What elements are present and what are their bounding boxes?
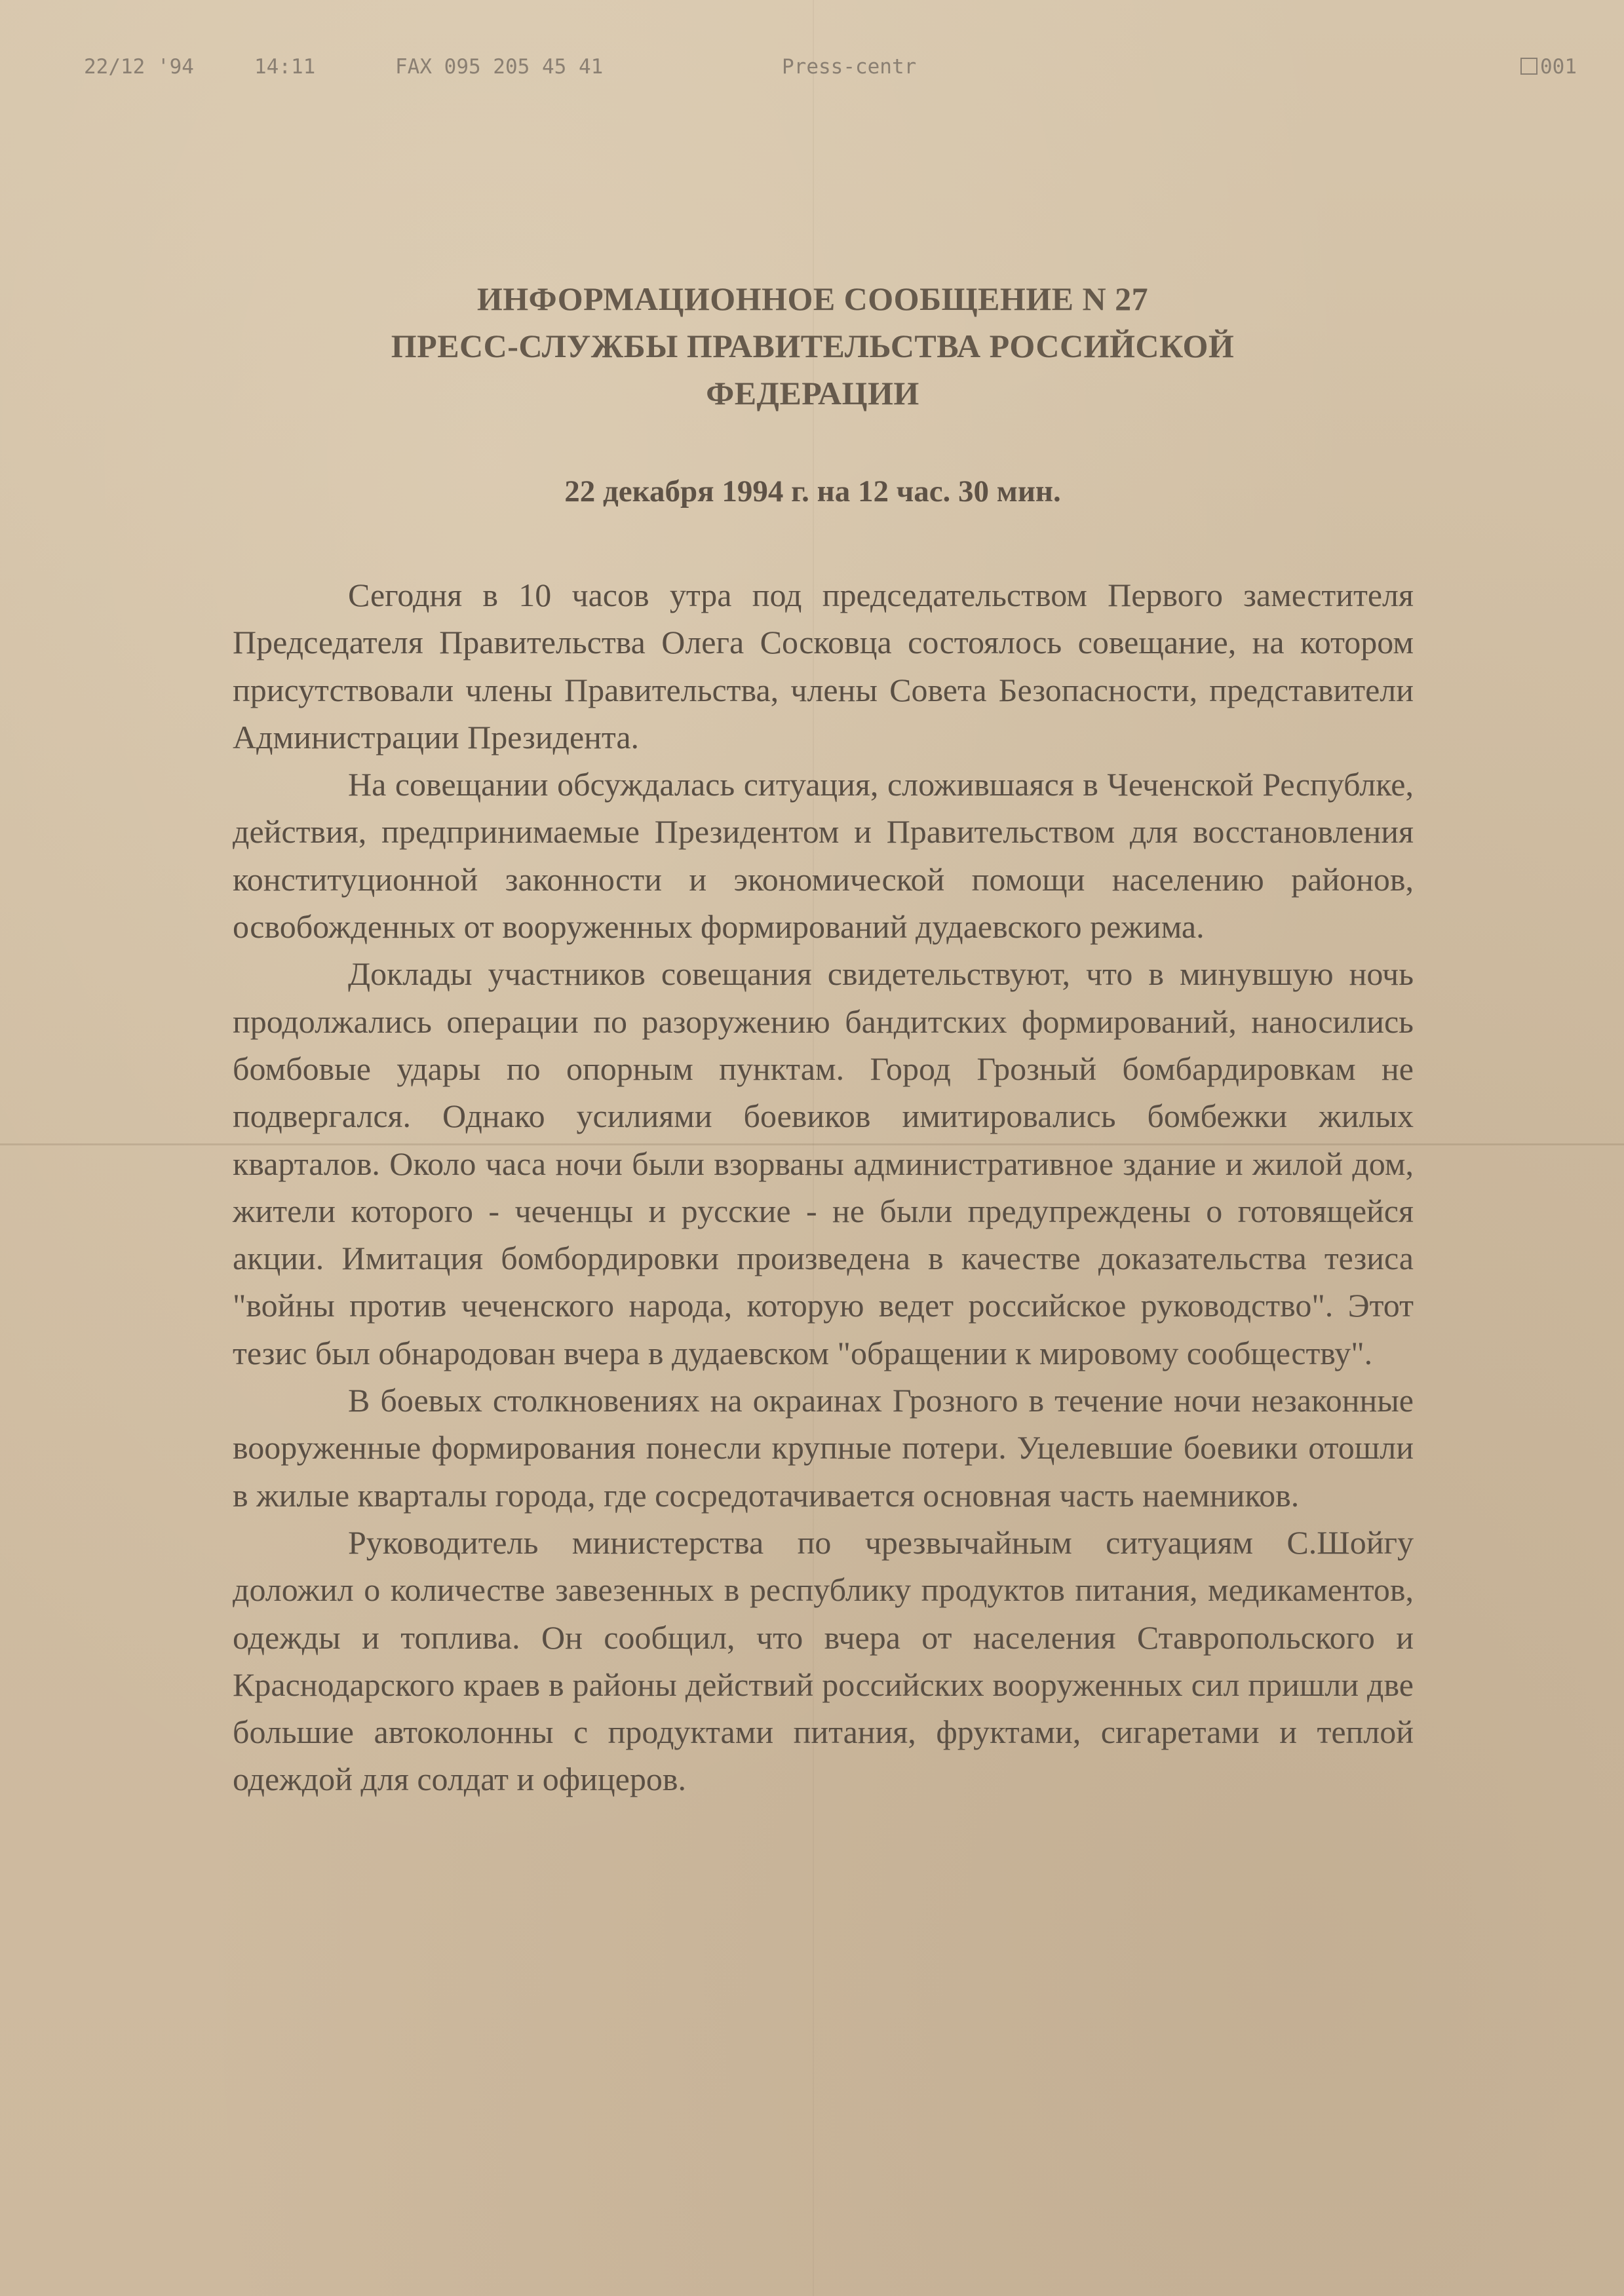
document-date-subtitle: 22 декабря 1994 г. на 12 час. 30 мин. — [564, 474, 1061, 508]
fax-date: 22/12 '94 — [84, 55, 194, 79]
fax-number: FAX 095 205 45 41 — [395, 55, 604, 79]
paragraph: На совещании обсуждалась ситуация, сложившаяся в Чеченской Республке, действия, предпринимаемые Президентом и Правительством для восстановления конституционной законности и экономической помощи населению районов, освобожденных от вооруженных формирований дудаевского режима. — [233, 766, 1414, 946]
fax-page-number — [1520, 55, 1577, 79]
checkbox-icon — [1520, 58, 1537, 75]
title-line: ФЕДЕРАЦИИ — [706, 375, 919, 411]
fax-sender: Press-centr — [782, 55, 917, 79]
paragraph: Руководитель министерства по чрезвычайным ситуациям С.Шойгу доложил о количестве завезенных в республику продуктов питания, медикаментов, одежды и топлива. Он сообщил, что вчера от населения Ставропольского и Краснодарского краев в районы действий российских вооруженных сил пришли две большие автоколонны с продуктами питания, фруктами, сигаретами и теплой одеждой для солдат и офицеров. — [233, 1523, 1414, 1798]
fax-page-value: 001 — [1540, 55, 1577, 79]
title-line: ИНФОРМАЦИОННОЕ СООБЩЕНИЕ N 27 — [476, 280, 1149, 317]
fax-header — [84, 55, 1577, 84]
paragraph: Сегодня в 10 часов утра под председательством Первого заместителя Председателя Правительства Олега Сосковца состоялось совещание, на котором присутствовали члены Правительства, члены Совета Безопасности, представители Администрации Президента. — [233, 577, 1414, 756]
fax-time: 14:11 — [254, 55, 316, 79]
paragraph: Доклады участников совещания свидетельствуют, что в минувшую ночь продолжались операции по разоружению бандитских формирований, наносились бомбовые удары по опорным пунктам. Город Грозный бомбардировкам не подвергался. Однако усилиями боевиков имитировались бомбежки жилых кварталов. Около часа ночи были взорваны административное здание и жилой дом, жители которого - чеченцы и русские - не были предупреждены о готовящейся акции. Имитация бомбордировки произведена в качестве доказательства тезиса "войны против чеченского народа, которую ведет российское руководство". Этот тезис был обнародован вчера в дудаевском "обращении к мировому сообществу". — [233, 955, 1414, 1371]
paragraph: В боевых столкновениях на окраинах Грозного в течение ночи незаконные вооруженные формирования понесли крупные потери. Уцелевшие боевики отошли в жилые кварталы города, где сосредотачивается основная часть наемников. — [233, 1382, 1414, 1514]
document-title — [216, 275, 1409, 417]
title-line: ПРЕСС-СЛУЖБЫ ПРАВИТЕЛЬСТВА РОССИЙСКОЙ — [391, 328, 1235, 364]
document-body — [233, 571, 1414, 1803]
